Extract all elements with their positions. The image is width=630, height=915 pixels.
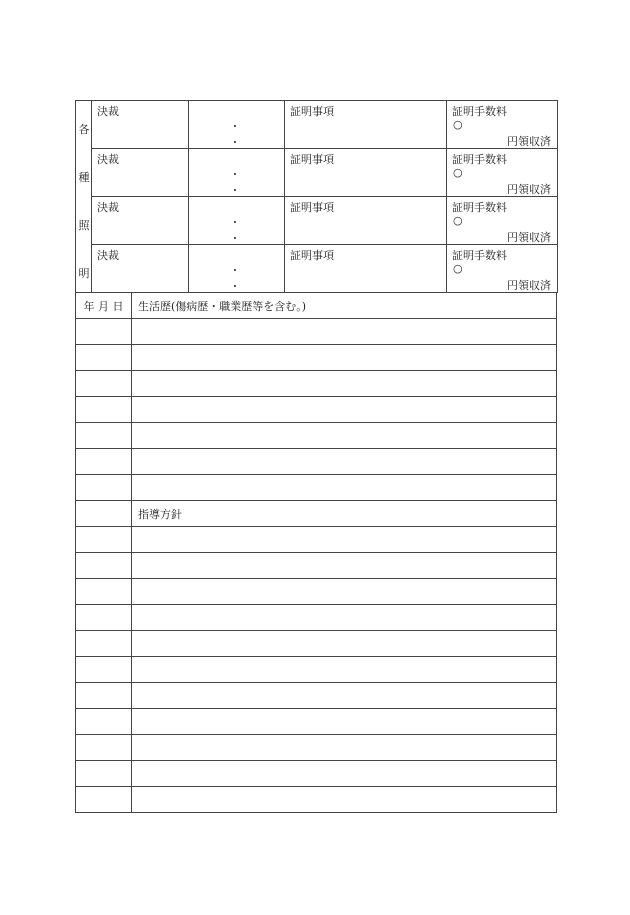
guidance-header-row [76, 501, 557, 527]
fee-symbol: ○ [453, 214, 463, 227]
entry-cell[interactable] [132, 631, 557, 657]
decision-label: 決裁 [97, 153, 119, 166]
date-entry-cell[interactable] [76, 423, 132, 449]
history-row [76, 423, 557, 449]
date-cell[interactable] [189, 197, 285, 245]
date-entry-cell[interactable] [76, 657, 132, 683]
fee-label: 証明手数料 [452, 249, 507, 262]
cert-row [76, 245, 558, 293]
history-row [76, 397, 557, 423]
date-entry-cell[interactable] [76, 605, 132, 631]
decision-label: 決裁 [97, 249, 119, 262]
cert-row [76, 101, 558, 149]
history-row [76, 735, 557, 761]
date-entry-cell[interactable] [76, 319, 132, 345]
fee-label: 証明手数料 [452, 153, 507, 166]
entry-cell[interactable] [132, 605, 557, 631]
side-char: 照 [78, 219, 90, 232]
date-dots: ・・ [229, 264, 241, 293]
entry-cell[interactable] [132, 345, 557, 371]
date-entry-cell[interactable] [76, 527, 132, 553]
fee-label: 証明手数料 [452, 105, 507, 118]
entry-cell[interactable] [132, 553, 557, 579]
history-row [76, 605, 557, 631]
decision-label: 決裁 [97, 105, 119, 118]
date-entry-cell[interactable] [76, 553, 132, 579]
entry-cell[interactable] [132, 527, 557, 553]
entry-cell[interactable] [132, 423, 557, 449]
history-row [76, 319, 557, 345]
cert-row [76, 197, 558, 245]
decision-cell[interactable] [92, 149, 189, 197]
matter-cell[interactable] [285, 197, 447, 245]
date-header: 年 月 日 [76, 293, 132, 319]
side-char: 各 [78, 123, 90, 136]
date-entry-cell[interactable] [76, 475, 132, 501]
side-char: 種 [78, 171, 90, 184]
date-entry-cell[interactable] [76, 787, 132, 813]
decision-label: 決裁 [97, 201, 119, 214]
history-row [76, 709, 557, 735]
history-table [75, 292, 557, 813]
certification-table [75, 100, 558, 293]
history-row [76, 657, 557, 683]
guidance-header: 指導方針 [132, 501, 557, 527]
fee-cell[interactable] [447, 101, 558, 149]
fee-received: 円領収済 [507, 183, 551, 196]
history-row [76, 553, 557, 579]
date-entry-cell[interactable] [76, 631, 132, 657]
matter-label: 証明事項 [290, 153, 334, 166]
history-header-row [76, 293, 557, 319]
matter-label: 証明事項 [290, 249, 334, 262]
date-entry-cell[interactable] [76, 449, 132, 475]
matter-label: 証明事項 [290, 201, 334, 214]
entry-cell[interactable] [132, 761, 557, 787]
fee-received: 円領収済 [507, 279, 551, 292]
entry-cell[interactable] [132, 683, 557, 709]
entry-cell[interactable] [132, 449, 557, 475]
fee-symbol: ○ [453, 118, 463, 131]
date-entry-cell[interactable] [76, 345, 132, 371]
fee-received: 円領収済 [507, 231, 551, 244]
entry-cell[interactable] [132, 787, 557, 813]
history-row [76, 683, 557, 709]
date-entry-cell[interactable] [76, 683, 132, 709]
fee-received: 円領収済 [507, 135, 551, 148]
date-dots: ・・ [229, 120, 241, 149]
entry-cell[interactable] [132, 735, 557, 761]
matter-cell[interactable] [285, 101, 447, 149]
date-dots: ・・ [229, 168, 241, 197]
decision-cell[interactable] [92, 245, 189, 293]
history-row [76, 579, 557, 605]
life-history-header: 生活歴(傷病歴・職業歴等を含む。) [132, 293, 557, 319]
date-entry-cell[interactable] [76, 761, 132, 787]
cert-row [76, 149, 558, 197]
date-entry-cell[interactable] [76, 709, 132, 735]
date-entry-cell[interactable] [76, 501, 132, 527]
matter-label: 証明事項 [290, 105, 334, 118]
decision-cell[interactable] [92, 197, 189, 245]
history-row [76, 475, 557, 501]
fee-cell[interactable] [447, 245, 558, 293]
matter-cell[interactable] [285, 245, 447, 293]
fee-cell[interactable] [447, 197, 558, 245]
decision-cell[interactable] [92, 101, 189, 149]
history-row [76, 345, 557, 371]
history-row [76, 761, 557, 787]
entry-cell[interactable] [132, 371, 557, 397]
fee-symbol: ○ [453, 262, 463, 275]
history-row [76, 787, 557, 813]
entry-cell[interactable] [132, 475, 557, 501]
history-row [76, 449, 557, 475]
date-entry-cell[interactable] [76, 371, 132, 397]
date-cell[interactable] [189, 149, 285, 197]
date-cell[interactable] [189, 245, 285, 293]
entry-cell[interactable] [132, 657, 557, 683]
date-dots: ・・ [229, 216, 241, 245]
fee-label: 証明手数料 [452, 201, 507, 214]
entry-cell[interactable] [132, 397, 557, 423]
date-entry-cell[interactable] [76, 735, 132, 761]
matter-cell[interactable] [285, 149, 447, 197]
entry-cell[interactable] [132, 579, 557, 605]
record-sheet [75, 100, 557, 813]
side-char: 明 [78, 267, 90, 280]
date-entry-cell[interactable] [76, 397, 132, 423]
date-cell[interactable] [189, 101, 285, 149]
entry-cell[interactable] [132, 709, 557, 735]
history-row [76, 527, 557, 553]
history-row [76, 371, 557, 397]
fee-symbol: ○ [453, 166, 463, 179]
cert-side-label [76, 101, 92, 293]
entry-cell[interactable] [132, 319, 557, 345]
history-row [76, 631, 557, 657]
date-entry-cell[interactable] [76, 579, 132, 605]
fee-cell[interactable] [447, 149, 558, 197]
